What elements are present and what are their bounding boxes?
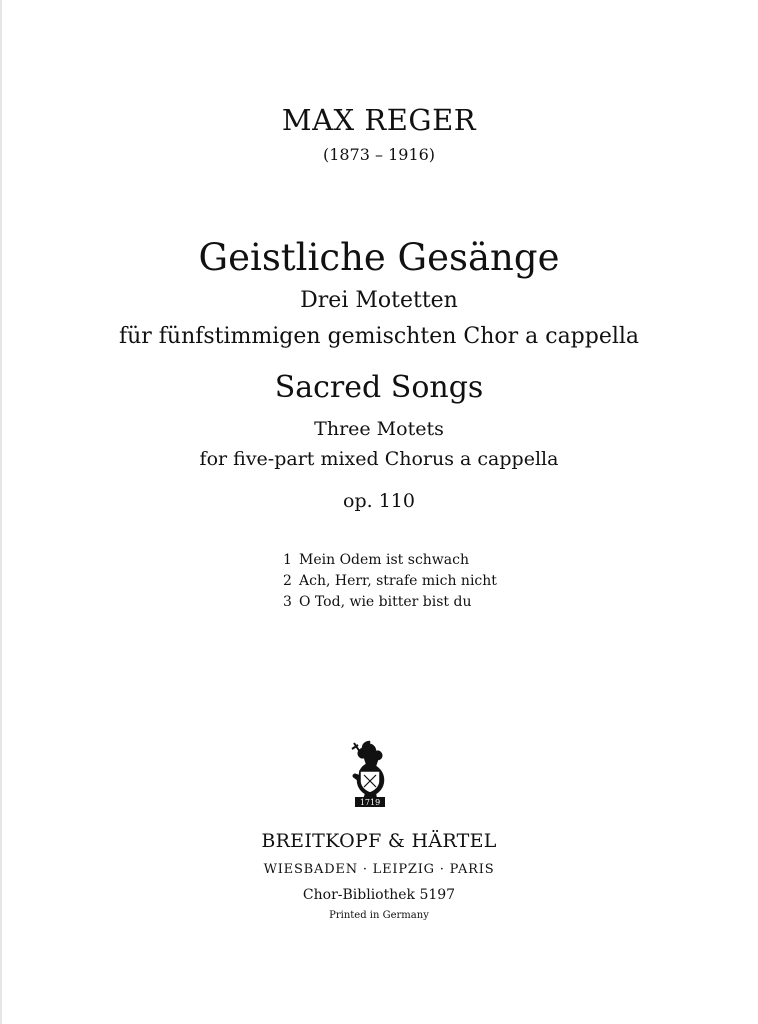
motet-list: [283, 550, 497, 613]
subtitle-german-1: Drei Motetten: [300, 288, 458, 313]
motet-number: 1: [283, 552, 292, 568]
motet-title: O Tod, wie bitter bist du: [299, 594, 472, 610]
subtitle-german-2: für fünfstimmigen gemischten Chor a cappella: [118, 324, 640, 349]
motet-number: 3: [283, 594, 292, 610]
motet-title: Mein Odem ist schwach: [299, 552, 469, 568]
publisher-name: BREITKOPF & HÄRTEL: [261, 830, 497, 852]
emblem-year: 1719: [359, 798, 381, 807]
composer-name: MAX REGER: [281, 103, 477, 137]
motet-number: 2: [283, 573, 292, 589]
subtitle-english-1: Three Motets: [314, 418, 444, 440]
title-english: Sacred Songs: [274, 370, 484, 405]
printed-note: Printed in Germany: [329, 910, 429, 921]
list-item: [283, 550, 497, 571]
series-number: Chor-Bibliothek 5197: [302, 887, 456, 903]
publisher-cities: WIESBADEN · LEIPZIG · PARIS: [263, 862, 495, 877]
subtitle-english-2: for five-part mixed Chorus a cappella: [199, 448, 559, 470]
list-item: [283, 592, 497, 613]
opus-number: op. 110: [343, 490, 415, 512]
list-item: [283, 571, 497, 592]
composer-dates: (1873 – 1916): [322, 145, 436, 164]
publisher-emblem-icon: [340, 735, 400, 810]
motet-title: Ach, Herr, strafe mich nicht: [299, 573, 497, 589]
title-german: Geistliche Gesänge: [198, 236, 560, 279]
